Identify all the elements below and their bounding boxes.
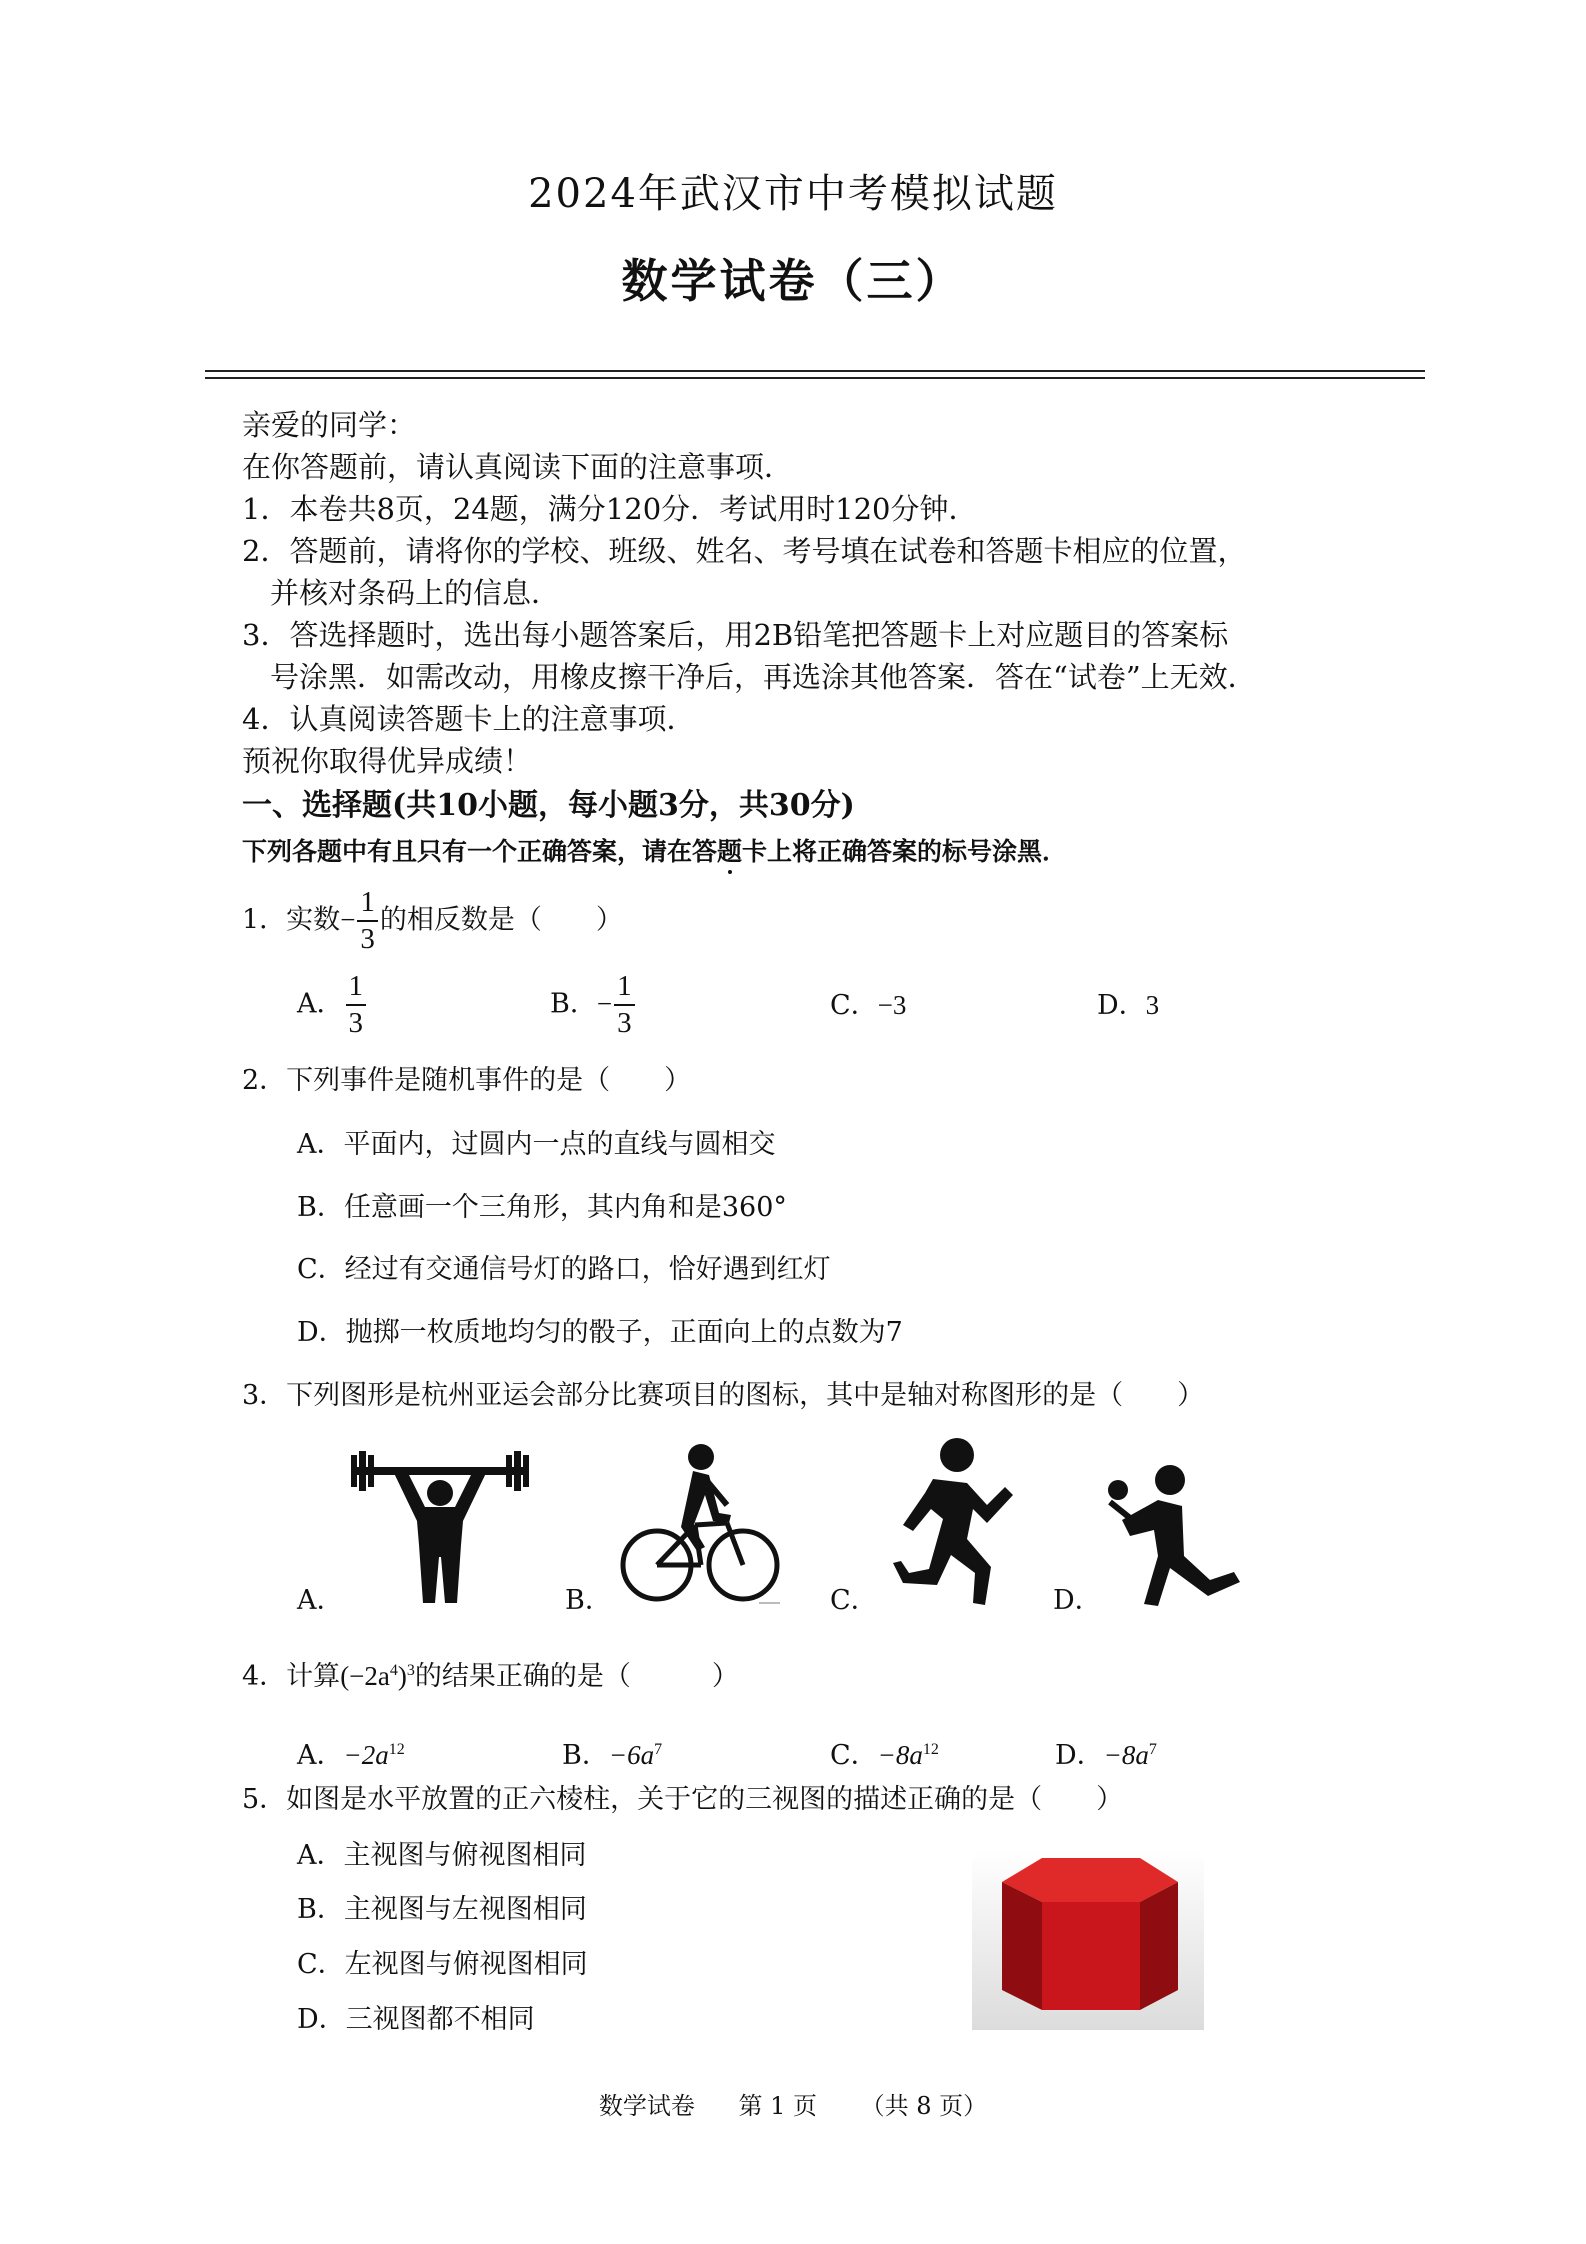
notice-item-3: 3．答选择题时，选出每小题答案后，用2B铅笔把答题卡上对应题目的答案标	[242, 618, 1229, 652]
page-footer	[0, 2086, 1586, 2121]
volleyball-icon	[1100, 1460, 1265, 1610]
footer-exam-name: 数学试卷	[598, 2092, 695, 2120]
section-heading: 一、选择题(共10小题，每小题3分，共30分)	[242, 788, 855, 823]
q5-option-c: C．左视图与俯视图相同	[297, 1949, 588, 1980]
question-5-stem: 5．如图是水平放置的正六棱柱，关于它的三视图的描述正确的是（ ）	[242, 1784, 1124, 1815]
q2-option-c: C．经过有交通信号灯的路口，恰好遇到红灯	[297, 1254, 831, 1285]
notice-item-4: 4．认真阅读答题卡上的注意事项．	[242, 702, 696, 736]
q1-option-d: D．3	[1097, 990, 1160, 1021]
q3-option-c: C．	[830, 1585, 878, 1616]
q1-option-b: B．− $\frac{1}{3}$	[550, 972, 637, 1038]
q5-option-d: D．三视图都不相同	[297, 2004, 535, 2035]
q2-option-a: A．平面内，过圆内一点的直线与圆相交	[297, 1129, 776, 1160]
q4-option-a: A．$-2a^{12}$	[297, 1740, 405, 1771]
exam-subtitle: 数学试卷（三）	[621, 254, 965, 308]
q3-option-a: A．	[297, 1585, 344, 1616]
q1-option-c: C．−3	[830, 990, 907, 1021]
question-4-stem: 4．计算$(-2a^4)^3$的结果正确的是（ ）	[242, 1661, 739, 1692]
q1-option-a: A． $\frac{1}{3}$	[297, 972, 368, 1038]
notice-greeting: 亲爱的同学：	[242, 408, 417, 442]
q3-option-d: D．	[1053, 1585, 1102, 1616]
header-rule-bottom	[205, 377, 1425, 379]
notice-item-2: 2．答题前，请将你的学校、班级、姓名、考号填在试卷和答题卡相应的位置，	[242, 534, 1247, 568]
notice-item-2-cont: 并核对条码上的信息．	[270, 576, 561, 610]
question-2-stem: 2．下列事件是随机事件的是（ ）	[242, 1065, 692, 1096]
footer-page-number: 第 1 页	[738, 2092, 817, 2120]
notice-item-3-cont: 号涂黑．如需改动，用橡皮擦干净后，再选涂其他答案．答在“试卷”上无效．	[270, 660, 1257, 694]
q5-option-a: A．主视图与俯视图相同	[297, 1840, 587, 1871]
notice-closing: 预祝你取得优异成绩！	[242, 744, 533, 778]
q2-option-d: D．抛掷一枚质地均匀的骰子，正面向上的点数为7	[297, 1317, 903, 1348]
q4-option-d: D．$-8a^7$	[1055, 1740, 1157, 1771]
footer-total-pages: （共 8 页）	[860, 2092, 988, 2120]
q2-option-b: B．任意画一个三角形，其内角和是360°	[297, 1192, 787, 1223]
notice-intro: 在你答题前，请认真阅读下面的注意事项．	[242, 450, 794, 484]
hexagonal-prism-figure	[972, 1850, 1204, 2030]
running-icon	[875, 1435, 1015, 1610]
question-3-stem: 3．下列图形是杭州亚运会部分比赛项目的图标，其中是轴对称图形的是（ ）	[242, 1380, 1205, 1411]
section-instruction: 下列各题中有且只有一个正确答案，请在答题卡上将正确答案的标号涂黑．	[242, 837, 1068, 866]
q4-option-b: B．$-6a^7$	[562, 1740, 663, 1771]
weightlifting-icon	[345, 1435, 535, 1605]
cycling-icon	[615, 1435, 785, 1610]
q4-option-c: C．$-8a^{12}$	[830, 1740, 939, 1771]
question-1-stem: 1．实数− $\frac{1}{3}$ 的相反数是（ ）	[242, 886, 623, 955]
q5-option-b: B．主视图与左视图相同	[297, 1894, 587, 1925]
header-rule-top	[205, 370, 1425, 372]
q3-option-b: B．	[565, 1585, 612, 1616]
notice-item-1: 1．本卷共8页，24题，满分120分．考试用时120分钟．	[242, 492, 978, 526]
exam-title: 2024年武汉市中考模拟试题	[528, 171, 1058, 217]
